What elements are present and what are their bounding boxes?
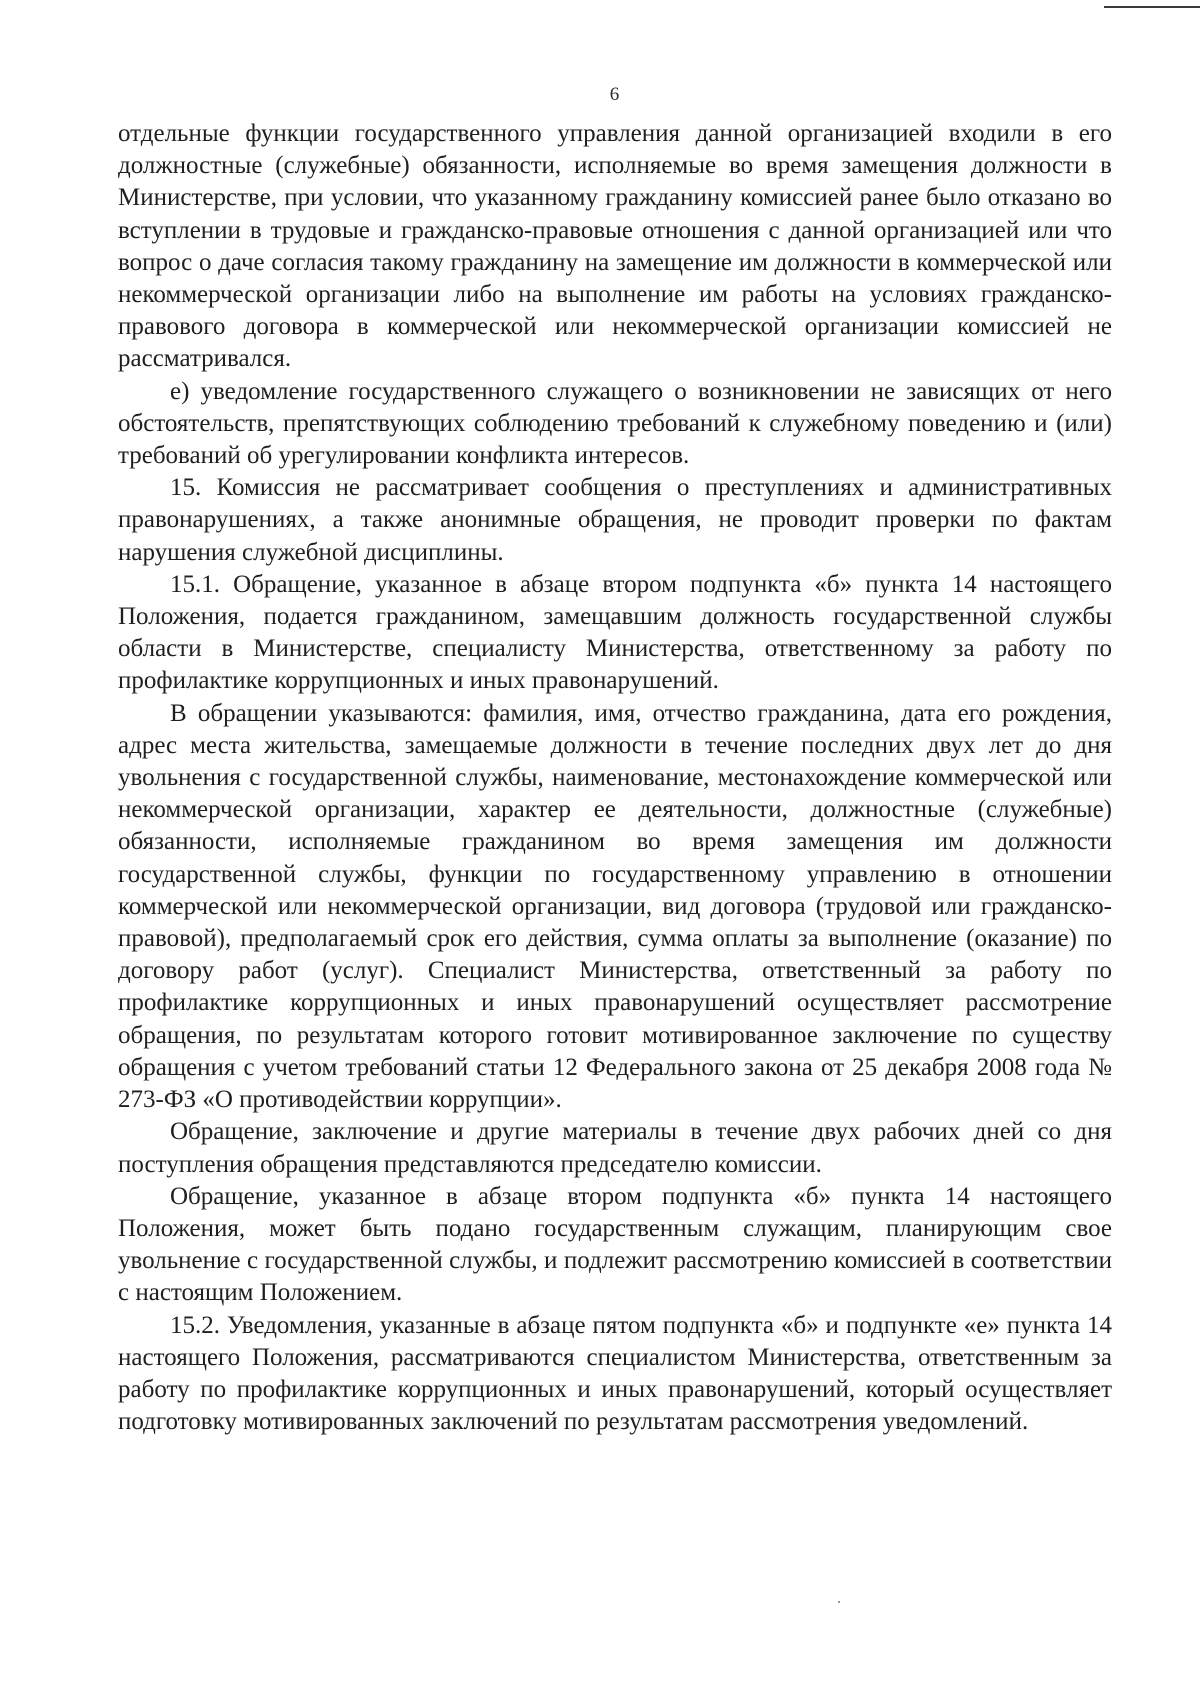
paragraph-item-15: 15. Комиссия не рассматривает сообщения о преступлениях и административных правонарушениях, а также анонимные обращения, не проводит проверки по фактам нарушения служебной дисциплины. (118, 474, 1112, 566)
paragraph-item-15-2: 15.2. Уведомления, указанные в абзаце пятом подпункта «б» и подпункте «е» пункта 14 настоящего Положения, рассматриваются специалистом Министерства, ответственным за работу по профилактике коррупционных и иных правонарушений, который осуществляет подготовку мотивированных заключений по результатам рассмотрения уведомлений. (118, 1311, 1112, 1436)
paragraph-continuation: отдельные функции государственного управления данной организацией входили в его должностные (служебные) обязанности, исполняемые во время замещения должности в Министерстве, при условии, что указанному гражданину комиссией ранее было отказано во вступлении в трудовые и гражданско-правовые отношения с данной организацией или что вопрос о даче согласия такому гражданину на замещение им должности в коммерческой или некоммерческой организации либо на выполнение им работы на условиях гражданско-правового договора в коммерческой или некоммерческой организации комиссией не рассматривался. (118, 120, 1112, 373)
scan-artifact-dot (838, 1601, 840, 1603)
page-number: 6 (609, 84, 620, 105)
paragraph-appeal-contents: В обращении указываются: фамилия, имя, отчество гражданина, дата его рождения, адрес места жительства, замещаемые должности в течение последних двух лет до дня увольнения с государственной службы, наименование, местонахождение коммерческой или некоммерческой организации, характер ее деятельности, должностные (служебные) обязанности, исполняемые гражданином во время замещения им должности государственной службы, функции по государственному управлению в отношении коммерческой или некоммерческой организации, вид договора (трудовой или гражданско-правовой), предполагаемый срок его действия, сумма оплаты за выполнение (оказание) по договору работ (услуг). Специалист Министерства, ответственный за работу по профилактике коррупционных и иных правонарушений осуществляет рассмотрение обращения, по результатам которого готовит мотивированное заключение по существу обращения с учетом требований статьи 12 Федерального закона от 25 декабря 2008 года № 273-ФЗ «О противодействии коррупции». (118, 699, 1112, 1114)
paragraph-subitem-e: е) уведомление государственного служащего о возникновении не зависящих от него обстоятельств, препятствующих соблюдению требований к служебному поведению и (или) требований об урегулировании конфликта интересов. (118, 377, 1112, 470)
paragraph-appeal-by-servant: Обращение, указанное в абзаце втором подпункта «б» пункта 14 настоящего Положения, может быть подано государственным служащим, планирующим свое увольнение с государственной службы, и подлежит рассмотрению комиссией в соответствии с настоящим Положением. (118, 1182, 1112, 1307)
document-body (118, 118, 1112, 1438)
paragraph-item-15-1: 15.1. Обращение, указанное в абзаце втором подпункта «б» пункта 14 настоящего Положения, подается гражданином, замещавшим должность государственной службы области в Министерстве, специалисту Министерства, ответственному за работу по профилактике коррупционных и иных правонарушений. (118, 570, 1112, 695)
scan-edge-mark (1104, 6, 1200, 8)
paragraph-materials-submission: Обращение, заключение и другие материалы в течение двух рабочих дней со дня поступления обращения представляются председателю комиссии. (118, 1118, 1112, 1178)
